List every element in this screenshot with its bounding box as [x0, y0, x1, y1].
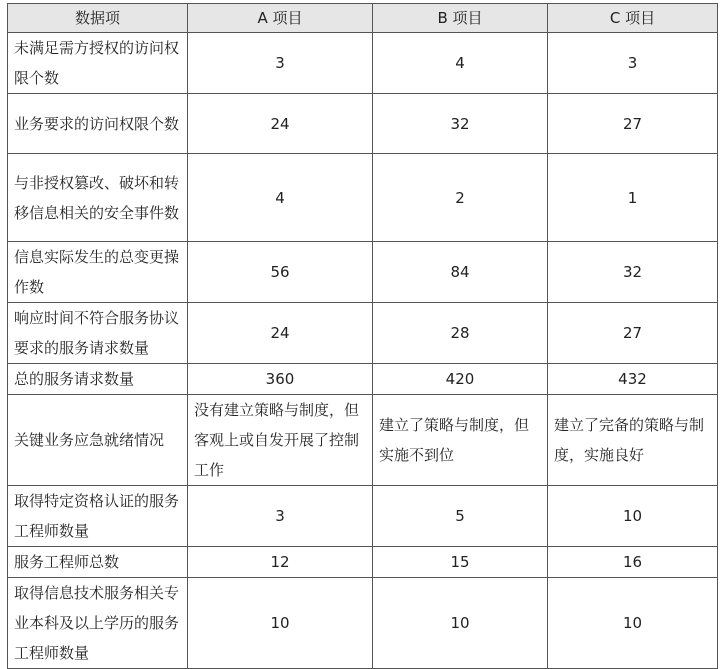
cell-c: 32 — [548, 242, 718, 303]
row-label: 信息实际发生的总变更操作数 — [8, 242, 188, 303]
cell-a: 10 — [188, 578, 373, 669]
cell-b: 420 — [373, 364, 548, 395]
table-row — [8, 486, 718, 547]
header-cell-b: B 项目 — [373, 4, 548, 33]
row-label: 与非授权篡改、破坏和转移信息相关的安全事件数 — [8, 154, 188, 242]
cell-b: 4 — [373, 33, 548, 94]
row-label: 未满足需方授权的访问权限个数 — [8, 33, 188, 94]
cell-b: 32 — [373, 94, 548, 154]
cell-a: 56 — [188, 242, 373, 303]
cell-c: 建立了完备的策略与制度，实施良好 — [548, 395, 718, 486]
row-label: 关键业务应急就绪情况 — [8, 395, 188, 486]
cell-a: 360 — [188, 364, 373, 395]
table-row — [8, 33, 718, 94]
cell-a: 3 — [188, 33, 373, 94]
table-row — [8, 242, 718, 303]
cell-a: 24 — [188, 303, 373, 364]
cell-a: 4 — [188, 154, 373, 242]
table-row — [8, 578, 718, 669]
cell-a: 24 — [188, 94, 373, 154]
cell-c: 16 — [548, 547, 718, 578]
row-label: 取得特定资格认证的服务工程师数量 — [8, 486, 188, 547]
cell-b: 2 — [373, 154, 548, 242]
row-label: 响应时间不符合服务协议要求的服务请求数量 — [8, 303, 188, 364]
row-label: 业务要求的访问权限个数 — [8, 94, 188, 154]
row-label: 服务工程师总数 — [8, 547, 188, 578]
table-row — [8, 395, 718, 486]
table-row — [8, 303, 718, 364]
cell-b: 15 — [373, 547, 548, 578]
table-row — [8, 154, 718, 242]
table-row — [8, 94, 718, 154]
cell-b: 10 — [373, 578, 548, 669]
cell-b: 建立了策略与制度，但实施不到位 — [373, 395, 548, 486]
cell-b: 28 — [373, 303, 548, 364]
cell-c: 10 — [548, 578, 718, 669]
table-row — [8, 547, 718, 578]
cell-a: 没有建立策略与制度，但客观上或自发开展了控制工作 — [188, 395, 373, 486]
row-label: 总的服务请求数量 — [8, 364, 188, 395]
cell-a: 3 — [188, 486, 373, 547]
header-cell-c: C 项目 — [548, 4, 718, 33]
cell-c: 3 — [548, 33, 718, 94]
header-row — [8, 4, 718, 33]
header-cell-a: A 项目 — [188, 4, 373, 33]
table-row — [8, 364, 718, 395]
cell-c: 1 — [548, 154, 718, 242]
cell-a: 12 — [188, 547, 373, 578]
cell-c: 27 — [548, 303, 718, 364]
cell-c: 432 — [548, 364, 718, 395]
cell-b: 5 — [373, 486, 548, 547]
cell-c: 10 — [548, 486, 718, 547]
cell-c: 27 — [548, 94, 718, 154]
data-table — [7, 3, 718, 669]
header-cell-item: 数据项 — [8, 4, 188, 33]
row-label: 取得信息技术服务相关专业本科及以上学历的服务工程师数量 — [8, 578, 188, 669]
cell-b: 84 — [373, 242, 548, 303]
